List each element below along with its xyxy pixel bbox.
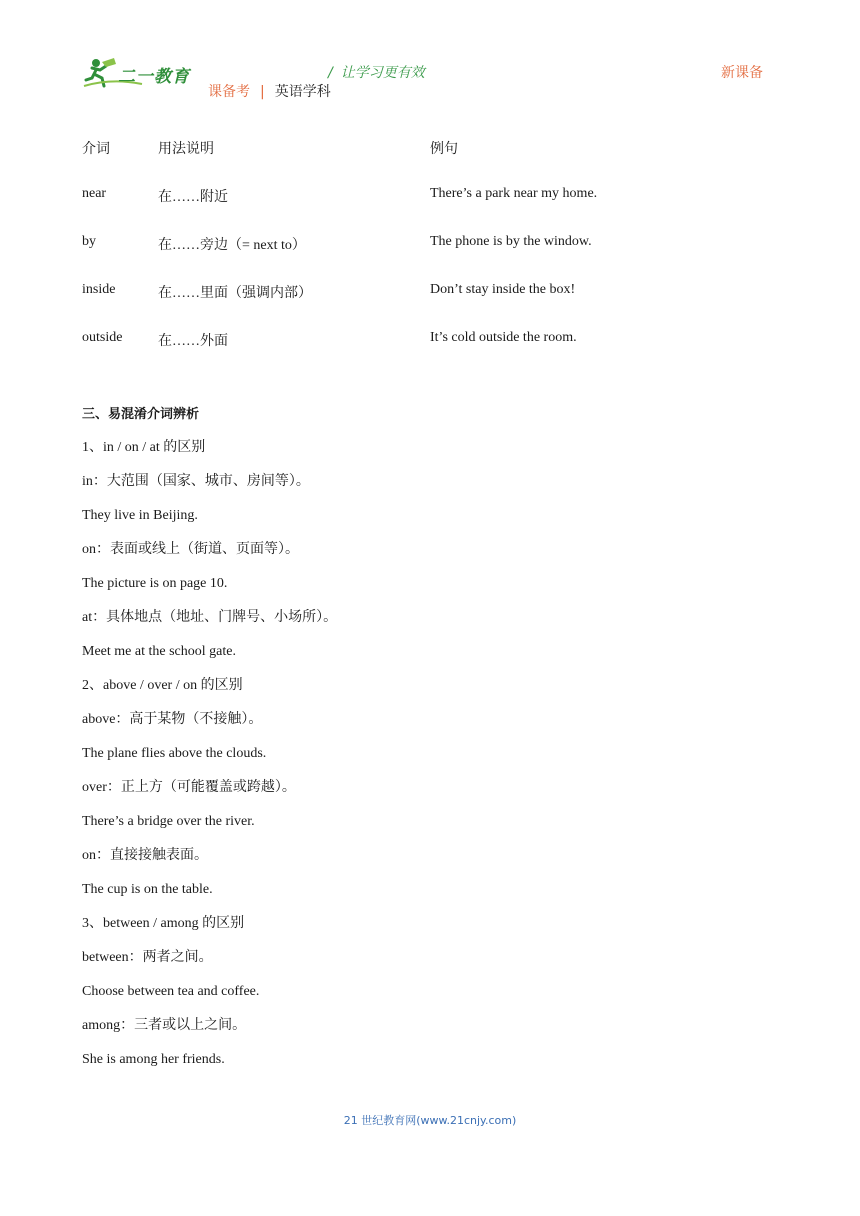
example: There’s a bridge over the river. xyxy=(82,814,255,829)
table-header-cell: 例句 xyxy=(430,142,458,157)
subheading: 3、between / among 的区别 xyxy=(82,916,245,931)
definition: among：三者或以上之间。 xyxy=(82,1018,247,1033)
table-cell: There’s a park near my home. xyxy=(430,186,598,201)
table-row xyxy=(82,274,782,322)
table-cell: outside xyxy=(82,330,123,345)
table-cell: It’s cold outside the room. xyxy=(430,330,577,345)
definition: in：大范围（国家、城市、房间等）。 xyxy=(82,474,310,489)
table-cell: near xyxy=(82,186,107,201)
table-cell: The phone is by the window. xyxy=(430,234,592,249)
table-row xyxy=(82,226,782,274)
table-header-cell: 用法说明 xyxy=(158,142,214,157)
table-cell: by xyxy=(82,234,96,249)
definition: over：正上方（可能覆盖或跨越）。 xyxy=(82,780,296,795)
example: The picture is on page 10. xyxy=(82,576,228,591)
subheading: 2、above / over / on 的区别 xyxy=(82,678,243,693)
table-row xyxy=(82,322,782,370)
confusing-prepositions-section xyxy=(82,404,782,1084)
subject-divider: | xyxy=(260,84,265,100)
example: They live in Beijing. xyxy=(82,508,198,523)
definition: between：两者之间。 xyxy=(82,950,213,965)
section-title: 三、易混淆介词辨析 xyxy=(82,407,200,422)
example: Choose between tea and coffee. xyxy=(82,984,260,999)
slogan-slash: / xyxy=(328,65,333,81)
table-cell: 在……附近 xyxy=(158,190,228,205)
table-cell: 在……外面 xyxy=(158,334,228,349)
table-cell: 在……旁边（= next to） xyxy=(158,238,306,253)
definition: on：表面或线上（街道、页面等）。 xyxy=(82,542,299,557)
definition: on：直接接触表面。 xyxy=(82,848,208,863)
new-course-label: 新课备 xyxy=(721,65,763,81)
table-header-cell: 介词 xyxy=(82,142,110,157)
example: Meet me at the school gate. xyxy=(82,644,236,659)
subject-prefix: 课备考 xyxy=(208,84,250,100)
slogan xyxy=(328,62,425,82)
subject-name: 英语学科 xyxy=(274,84,331,100)
logo-text: 二一教育 xyxy=(118,67,190,87)
table-header-row xyxy=(82,130,782,178)
table-row xyxy=(82,178,782,226)
definition: above：高于某物（不接触）。 xyxy=(82,712,263,727)
table-cell: Don’t stay inside the box! xyxy=(430,282,576,297)
definition: at：具体地点（地址、门牌号、小场所）。 xyxy=(82,610,338,625)
example: She is among her friends. xyxy=(82,1052,225,1067)
example: The plane flies above the clouds. xyxy=(82,746,267,761)
example: The cup is on the table. xyxy=(82,882,213,897)
slogan-text: 让学习更有效 xyxy=(340,65,425,81)
subheading: 1、in / on / at 的区别 xyxy=(82,440,206,455)
table-cell: 在……里面（强调内部） xyxy=(158,286,312,301)
subject-line xyxy=(208,81,331,101)
page-header xyxy=(0,0,860,110)
table-cell: inside xyxy=(82,282,116,297)
preposition-table xyxy=(82,130,782,370)
footer-source: 21 世纪教育网(www.21cnjy.com) xyxy=(343,1114,517,1127)
